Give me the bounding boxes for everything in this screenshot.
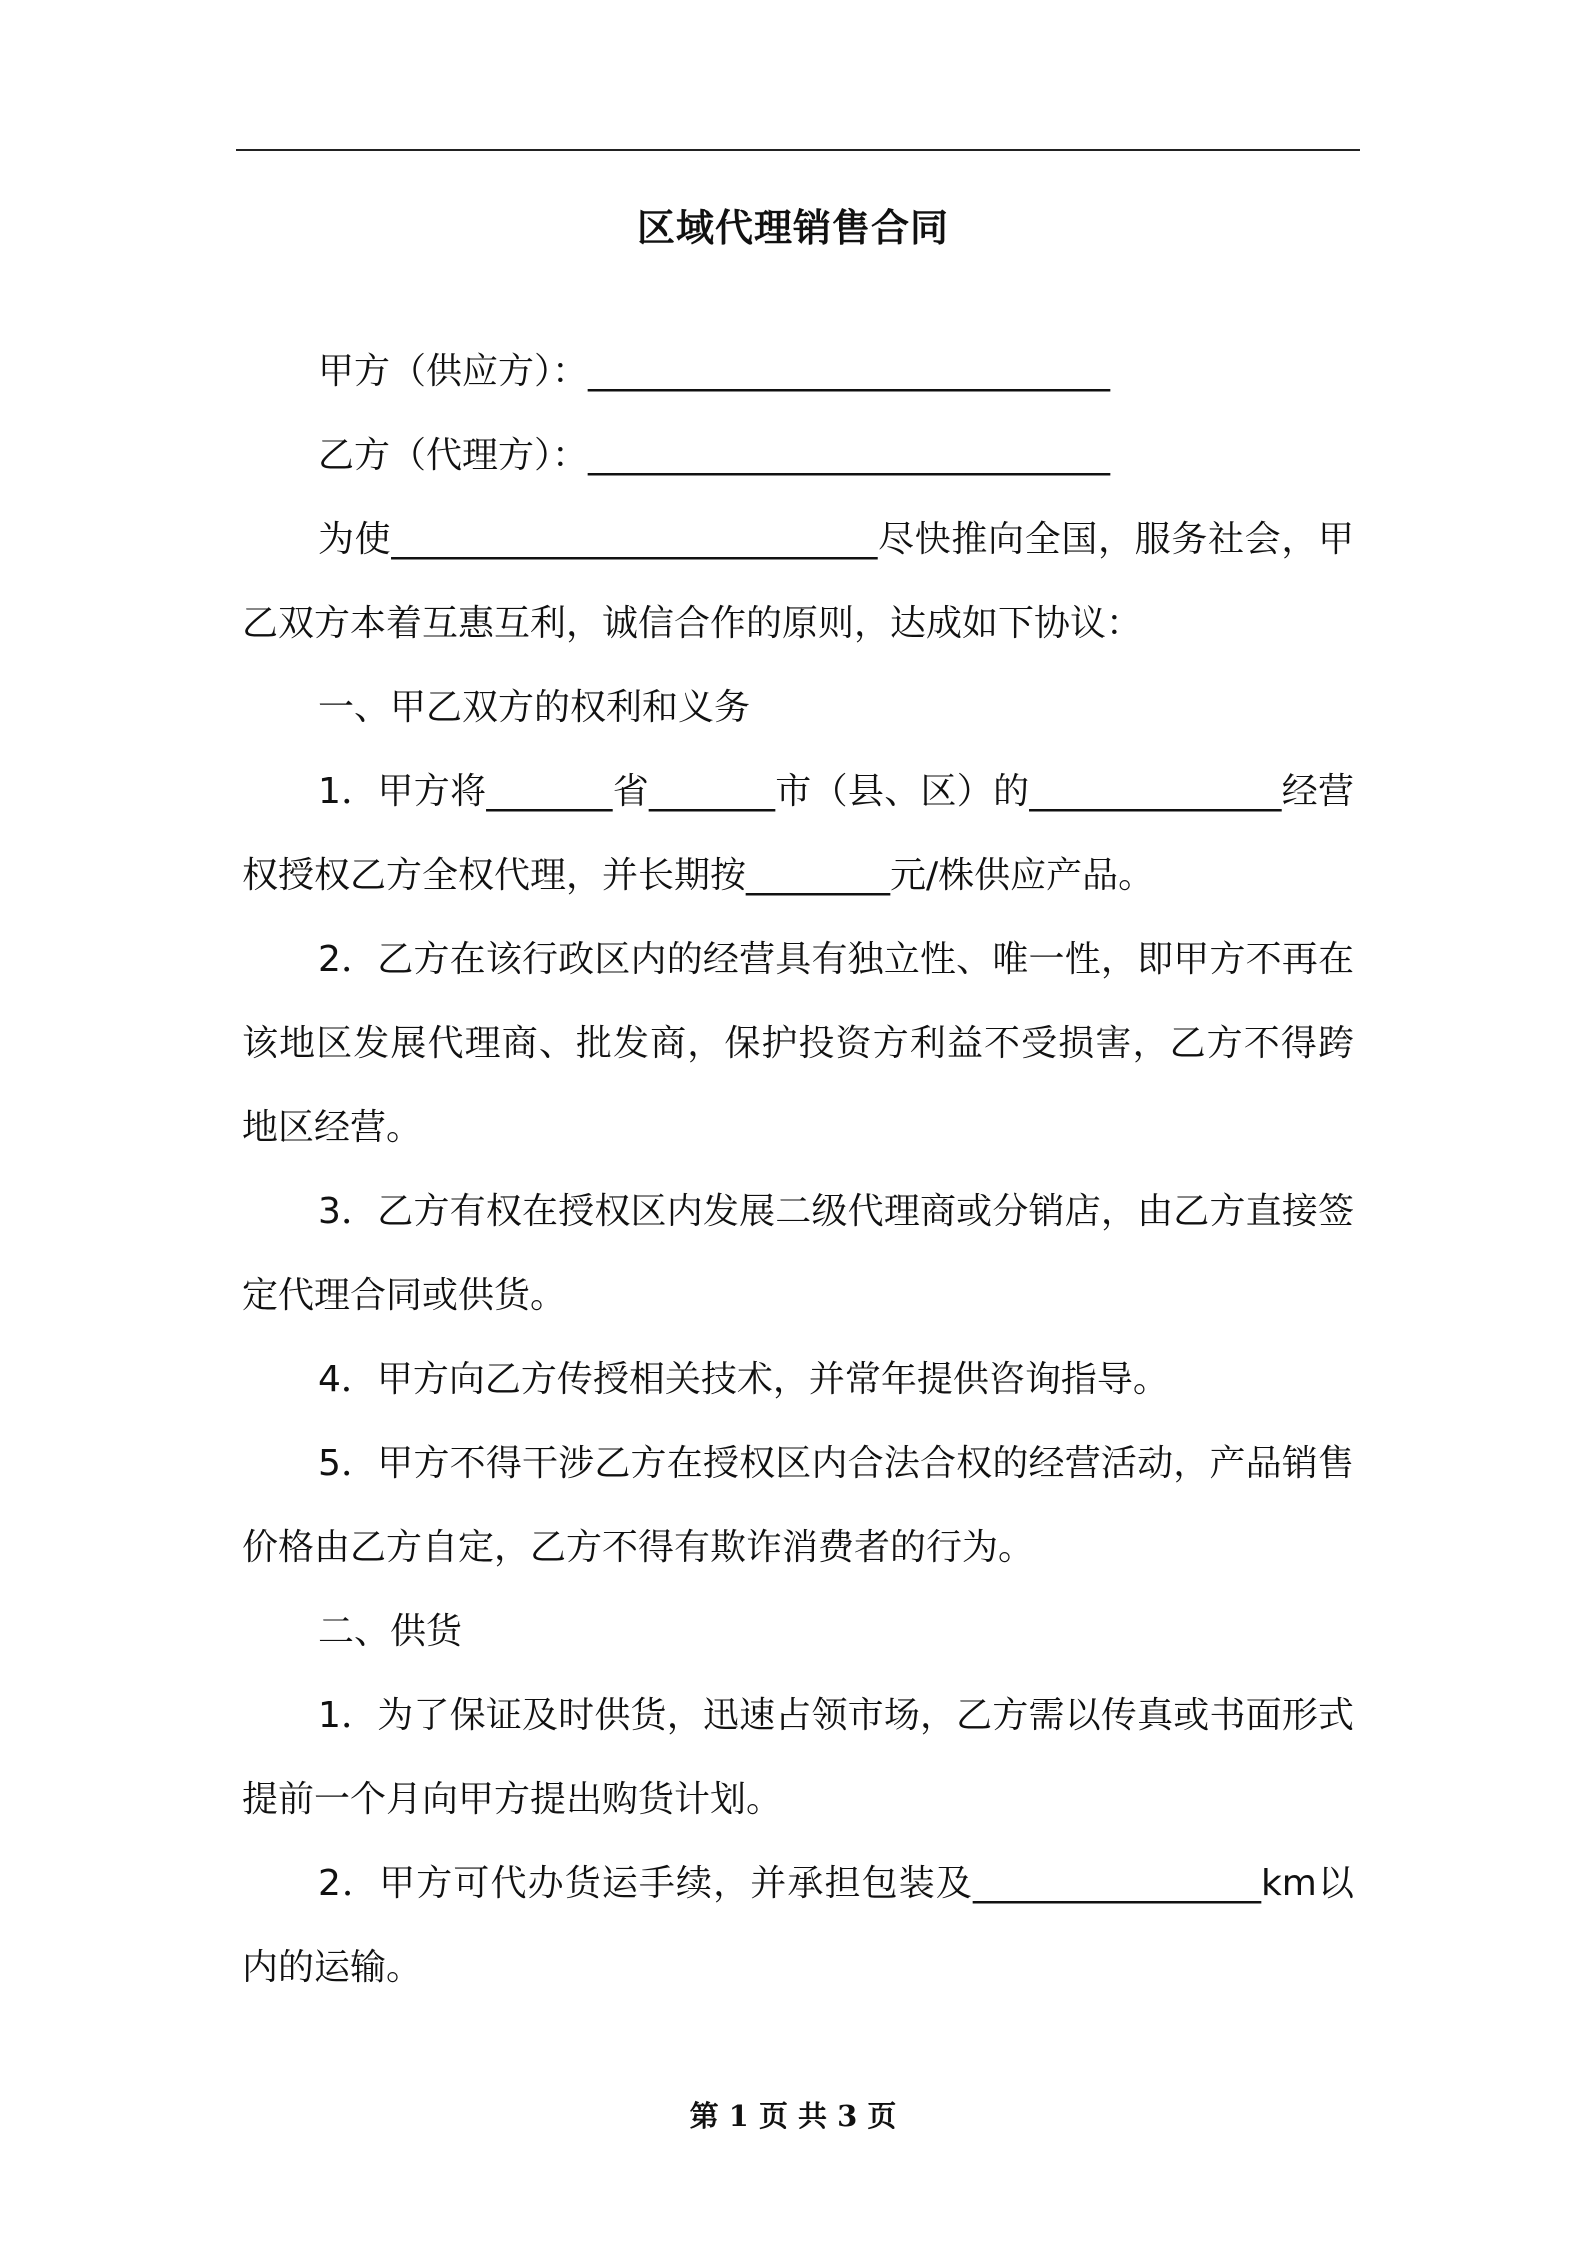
clause-2-1: 1．为了保证及时供货，迅速占领市场，乙方需以传真或书面形式提前一个月向甲方提出购货计划。: [242, 1695, 1354, 1820]
preamble-paragraph: 为使___________________________尽快推向全国，服务社会，甲乙双方本着互惠互利，诚信合作的原则，达成如下协议：: [242, 519, 1354, 644]
header-rule: [236, 149, 1360, 151]
party-b-line: 乙方（代理方）：_____________________________: [318, 435, 1111, 476]
party-a-line: 甲方（供应方）：_____________________________: [318, 351, 1111, 392]
clause-1-5: 5．甲方不得干涉乙方在授权区内合法合权的经营活动，产品销售价格由乙方自定，乙方不得有欺诈消费者的行为。: [242, 1443, 1354, 1568]
page-number-footer: 第 1 页 共 3 页: [689, 2099, 897, 2133]
section-heading-rights: 一、甲乙双方的权利和义务: [318, 687, 751, 728]
clause-1-3: 3．乙方有权在授权区内发展二级代理商或分销店，由乙方直接签定代理合同或供货。: [242, 1191, 1354, 1316]
document-body: [242, 330, 1354, 2010]
clause-2-2: 2．甲方可代办货运手续，并承担包装及________________km以内的运输。: [242, 1863, 1354, 1988]
section-heading-supply: 二、供货: [318, 1611, 463, 1652]
clause-1-1: 1．甲方将_______省_______市（县、区）的______________经营权授权乙方全权代理，并长期按________元/株供应产品。: [242, 771, 1354, 896]
clause-1-4: 4．甲方向乙方传授相关技术，并常年提供咨询指导。: [318, 1359, 1169, 1400]
clause-1-2: 2．乙方在该行政区内的经营具有独立性、唯一性，即甲方不再在该地区发展代理商、批发商，保护投资方利益不受损害，乙方不得跨地区经营。: [242, 939, 1354, 1148]
document-title: 区域代理销售合同: [636, 206, 949, 250]
